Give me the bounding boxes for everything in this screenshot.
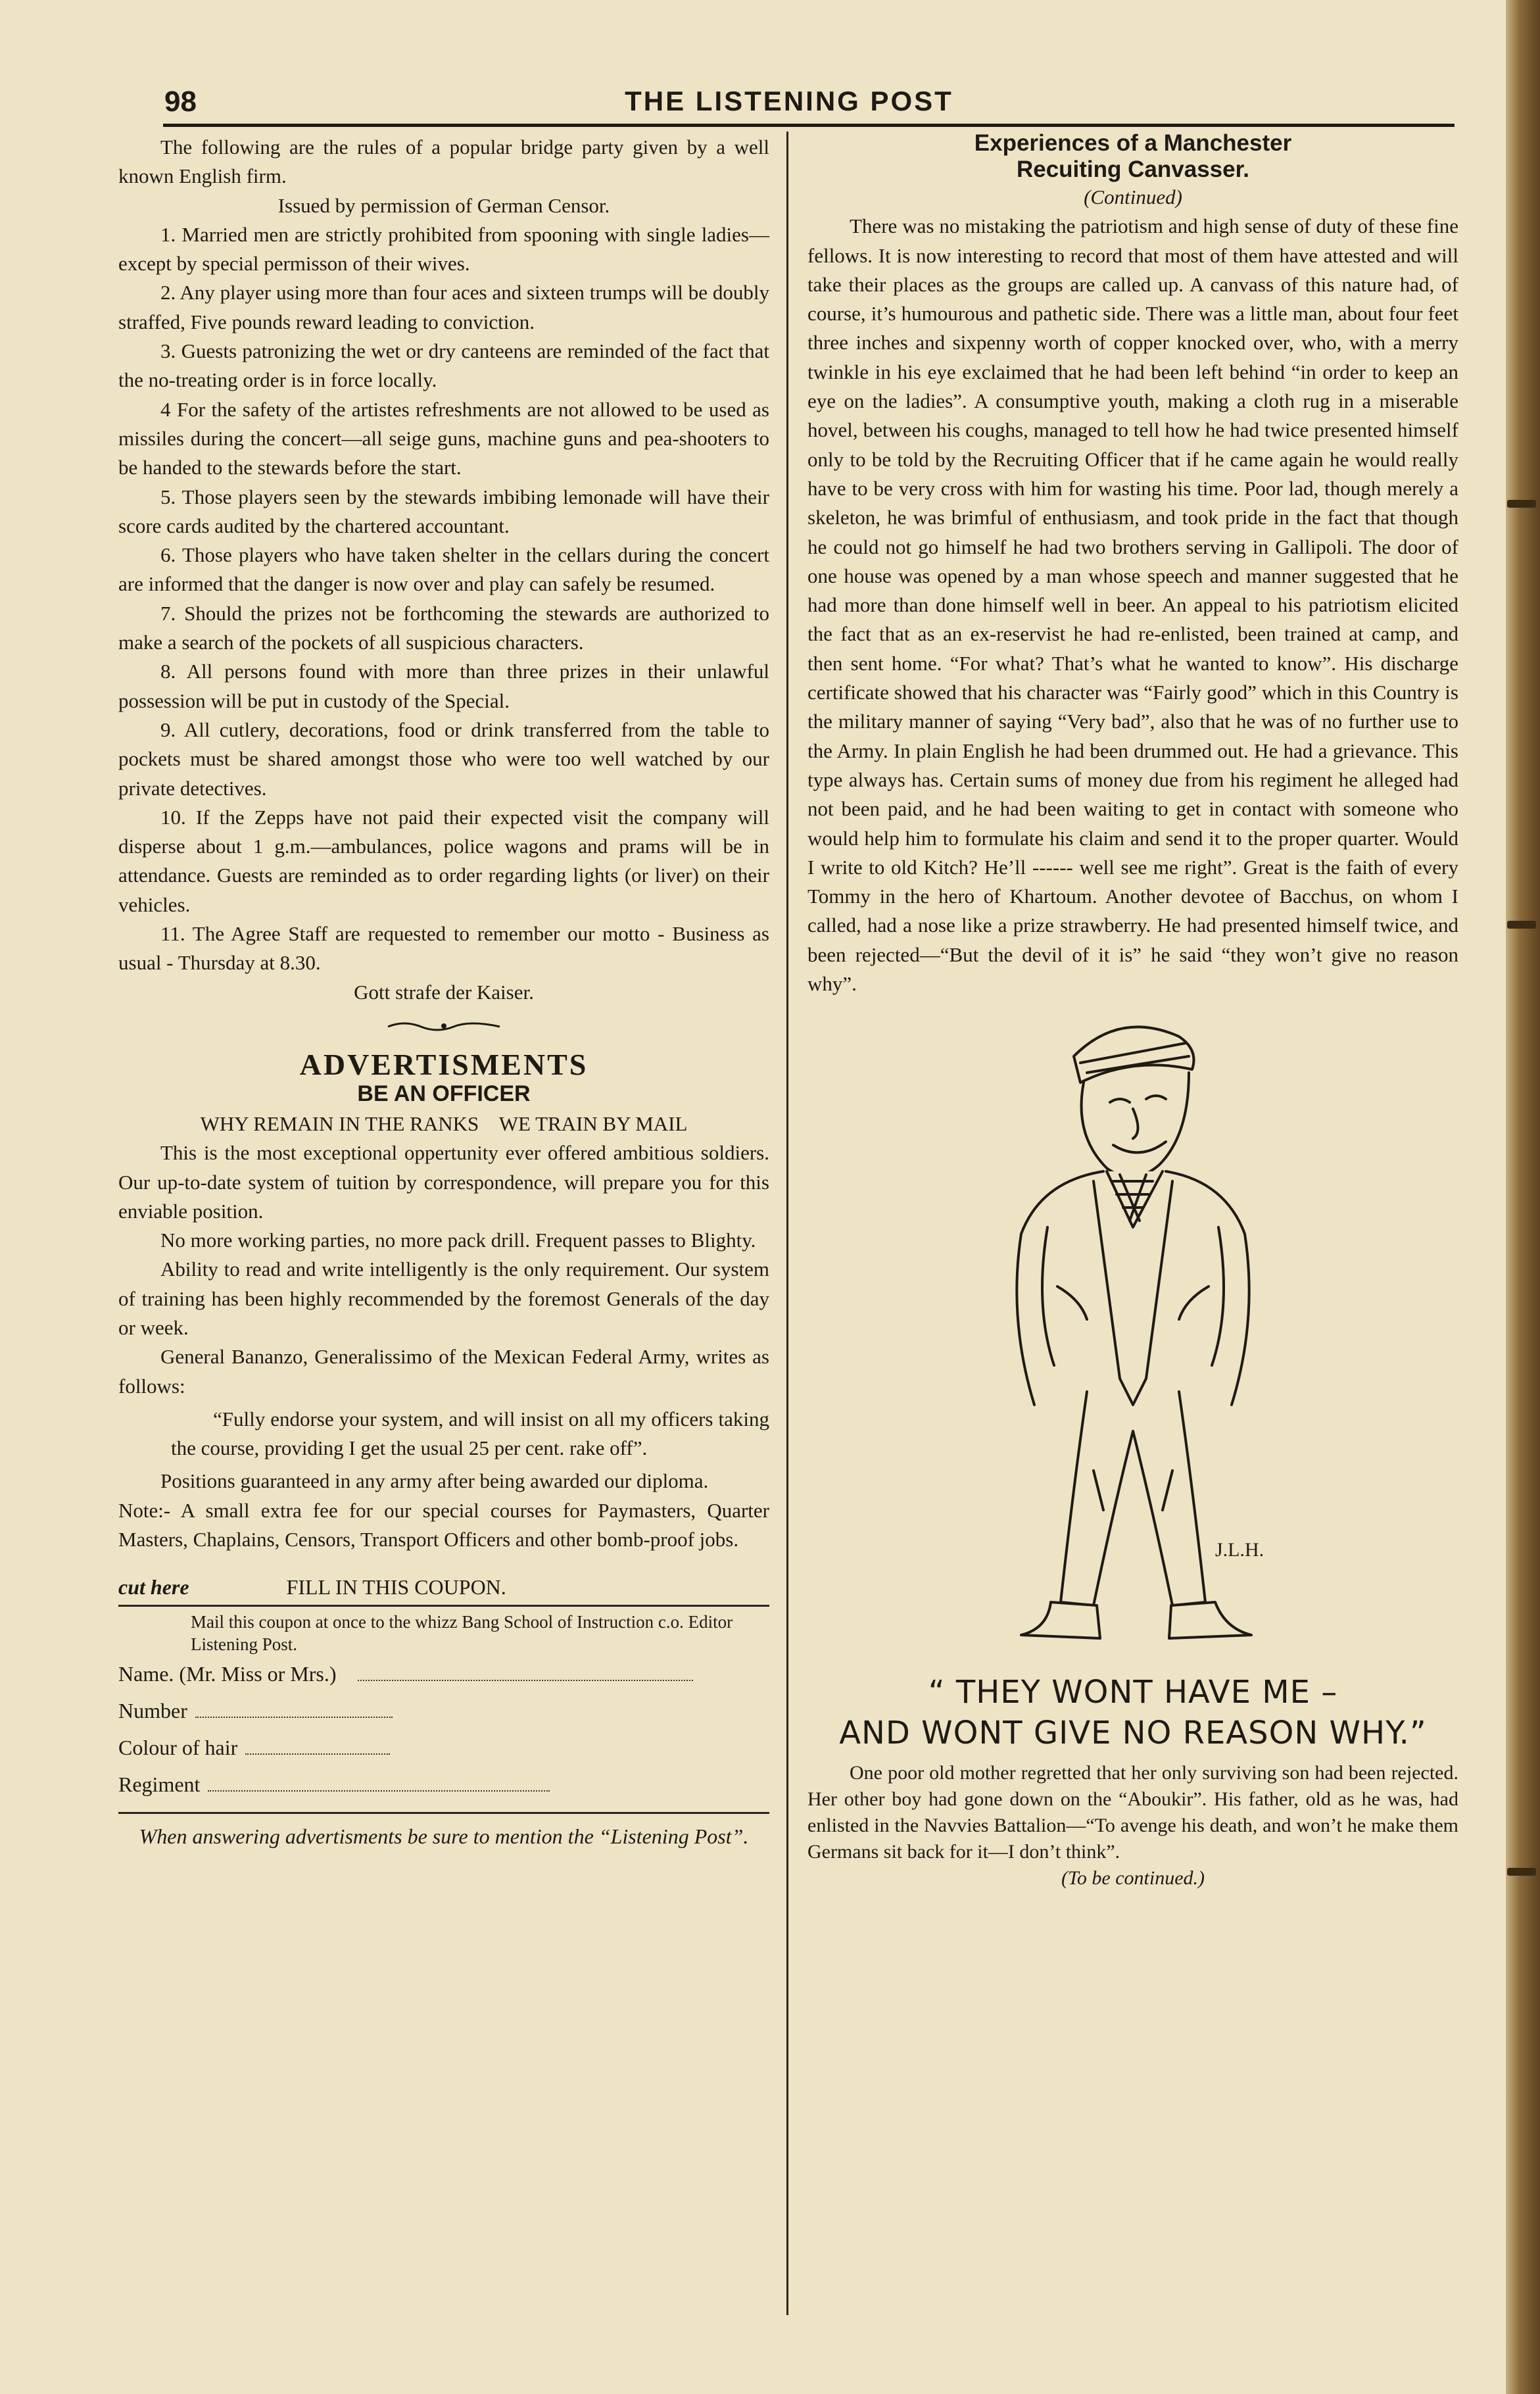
ad-paragraph: Ability to read and write intelligently is the only requirement. Our system of training has been highly recommended by the foremost Generals of the day or week. [118, 1258, 769, 1339]
bridge-rule: 6. Those players who have taken shelter in the cellars during the concert are informed that the danger is now over and play can safely be resumed. [118, 543, 769, 596]
column-divider [786, 132, 788, 2315]
general-quote: “Fully endorse your system, and will insist on all my officers taking the course, providing I get the usual 25 per cent. rake off”. [171, 1407, 769, 1460]
coupon-field-hair[interactable] [118, 1729, 769, 1766]
coupon-field-regiment[interactable] [118, 1766, 769, 1803]
bridge-permission: Issued by permission of German Censor. [277, 193, 610, 217]
header-rule [163, 124, 1455, 127]
bridge-rule: 5. Those players seen by the stewards imbibing lemonade will have their score cards audited by the chartered accountant. [118, 485, 769, 537]
ads-footer-note: When answering advertisments be sure to mention the “Listening Post”. [139, 1824, 749, 1848]
bridge-rule: 2. Any player using more than four aces and sixteen trumps will be doubly straffed, Five pounds reward leading to conviction. [118, 281, 769, 333]
binding-stitch [1507, 1868, 1536, 1876]
article-title-line1: Experiences of a Manchester [974, 130, 1292, 156]
ad-paragraph: No more working parties, no more pack drill. Frequent passes to Blighty. [160, 1229, 756, 1252]
article-body: There was no mistaking the patriotism and high sense of duty of these fine fellows. It is now interesting to record that most of them have attested and will take their places as the groups are called up. A canvass of this nature had, of course, it’s humourous and pathetic side. There was a little man, about four feet three inches and sixpenny worth of copper knocked over, who, with a merry twinkle in his eye exclaimed that he had been left behind “in order to keep an eye on the ladies”. A consumptive youth, making a cloth rug in a miserable hovel, between his coughs, managed to tell how he had twice presented himself only to be told by the Recruiting Officer that if he came again he would really have to be very cross with him for wasting his time. Poor lad, though merely a skeleton, he was brimful of enthusiasm, and took pride in the fact that though he could not go himself he had two brothers serving in Gallipoli. The door of one house was opened by a man whose speech and manner suggested that he had more than done himself well in beer. An appeal to his patriotism elicited the fact that as an ex-reservist he had re-enlisted, been trained at camp, and then sent home. “For what? That’s what he wanted to know”. His discharge certificate showed that his character was “Fairly good” which in this Country is the military manner of saying “Very bad”, also that he was of no further use to the Army. In plain English he had been drummed out. He had a grievance. This type always has. Certain sums of money due from his regiment he alleged had not been paid, and he had been waiting to get in contact with someone who would help him to formulate his claim and send it to the proper quarter. Would I write to old Kitch? He’ll ------ well see me right”. Great is the faith of every Tommy in the hero of Khartoum. Another devotee of Bacchus, on whom I called, had a nose like a prize strawberry. He had presented himself twice, and been rejected—“But the devil of it is” he said “they won’t give no reason why”. [807, 214, 1458, 996]
bridge-rule: 7. Should the prizes not be forthcoming the stewards are authorized to make a search of the pockets of all suspicious characters. [118, 601, 769, 654]
field-label: Number [118, 1698, 187, 1722]
bridge-rule: 1. Married men are strictly prohibited from spooning with single ladies—except by special permisson of their wives. [118, 222, 769, 276]
ads-tagline [118, 1110, 769, 1138]
field-label: Name. (Mr. Miss or Mrs.) [118, 1661, 337, 1686]
binding-stitch [1507, 500, 1536, 508]
bridge-rule: 8. All persons found with more than three prizes in their unlawful possession will be put in custody of the Special. [118, 660, 769, 712]
bridge-intro: The following are the rules of a popular bridge party given by a well known English firm. [118, 135, 769, 188]
coupon-field-name[interactable] [118, 1655, 769, 1692]
masthead: THE LISTENING POST [625, 86, 953, 116]
flourish-ornament [385, 1019, 503, 1033]
ad-note: Note:- A small extra fee for our special courses for Paymasters, Quarter Masters, Chaplains, Censors, Transport Officers and other bomb-proof jobs. [118, 1498, 769, 1551]
bridge-rule: 9. All cutlery, decorations, food or drink transferred from the table to pockets must be shared amongst those who were too well watched by our private detectives. [118, 718, 769, 800]
ad-positions: Positions guaranteed in any army after being awarded our diploma. [160, 1469, 709, 1493]
coupon-cut-line [118, 1605, 769, 1607]
ad-paragraph: This is the most exceptional oppertunity ever offered ambitious soldiers. Our up-to-date system of tuition by correspondence, will prepare you for this enviable position. [118, 1141, 769, 1223]
article-closing: One poor old mother regretted that her only surviving son had been rejected. Her other boy had gone down on the “Aboukir”. His father, old as he was, had enlisted in the Navvies Battalion—“To avenge his death, and won’t he make them Germans sit back for it—I don’t think”. [807, 1762, 1458, 1863]
article-title [807, 130, 1458, 183]
cartoon-illustration [923, 1010, 1343, 1668]
field-label: Colour of hair [118, 1735, 238, 1759]
cut-here-label: cut here [118, 1575, 189, 1600]
binding-stitch [1507, 921, 1536, 929]
article-continued: (Continued) [1084, 185, 1182, 208]
number-field-line[interactable] [195, 1698, 393, 1718]
field-label: Regiment [118, 1772, 201, 1796]
bridge-rule: 10. If the Zepps have not paid their expected visit the company will disperse about 1 g.m.—ambulances, police wagons and prams will be in attendance. Guests are reminded as to order regarding lights (or liver) on their vehicles. [118, 805, 769, 916]
coupon-heading: FILL IN THIS COUPON. [286, 1575, 506, 1600]
bridge-rule: 11. The Agree Staff are requested to remember our motto - Business as usual - Thursday at 8.30. [118, 922, 769, 975]
to-be-continued: (To be continued.) [1061, 1867, 1205, 1890]
left-column [118, 133, 769, 1851]
ads-title: ADVERTISMENTS [299, 1047, 589, 1081]
coupon-mail-note: Mail this coupon at once to the whizz Bang School of Instruction c.o. Editor Listening Post. [191, 1611, 733, 1654]
tagline-right: WE TRAIN BY MAIL [498, 1112, 688, 1135]
page-header [118, 86, 1460, 125]
coupon-field-number[interactable] [118, 1692, 769, 1729]
bridge-closing: Gott strafe der Kaiser. [354, 980, 534, 1004]
binding-spine [1506, 0, 1540, 2394]
name-field-line[interactable] [358, 1661, 693, 1681]
article-title-line2: Recuiting Canvasser. [1016, 157, 1250, 182]
right-column [807, 130, 1458, 1892]
ads-subtitle: BE AN OFFICER [357, 1081, 531, 1106]
hair-field-line[interactable] [245, 1735, 390, 1755]
page-number: 98 [164, 86, 197, 118]
bridge-rule: 3. Guests patronizing the wet or dry canteens are reminded of the fact that the no-treating order is in force locally. [118, 339, 769, 392]
cartoon-caption [807, 1672, 1458, 1753]
regiment-field-line[interactable] [208, 1772, 550, 1792]
tagline-left: WHY REMAIN IN THE RANKS [200, 1112, 479, 1135]
footer-rule [118, 1812, 769, 1814]
coupon-header [118, 1573, 769, 1601]
caption-line1: “ THEY WONT HAVE ME – [928, 1674, 1338, 1711]
caption-line2: AND WONT GIVE NO REASON WHY.” [839, 1715, 1427, 1752]
bridge-rule: 4 For the safety of the artistes refreshments are not allowed to be used as missiles during the concert—all seige guns, machine guns and pea-shooters to be handed to the stewards before the start. [118, 397, 769, 479]
ad-paragraph: General Bananzo, Generalissimo of the Mexican Federal Army, writes as follows: [118, 1345, 769, 1398]
illustration-signature: J.L.H. [1215, 1539, 1264, 1561]
